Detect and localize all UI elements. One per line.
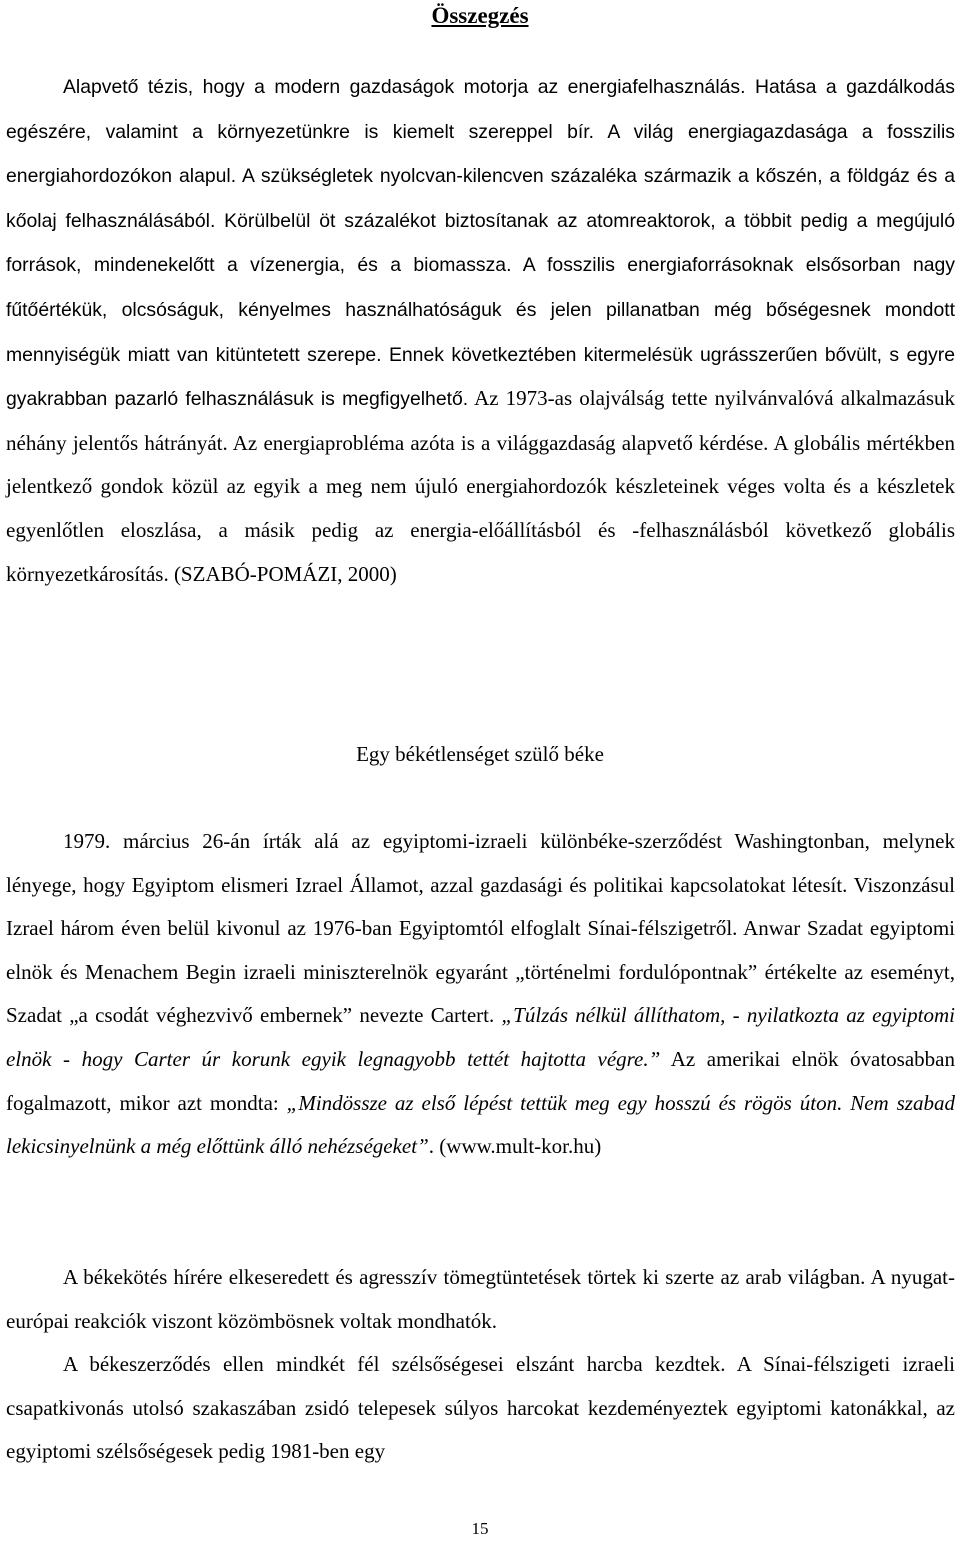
sadat-quote: „Túlzás nélkül állíthatom, - nyilatkozta az egyiptomi elnök - hogy Carter úr korunk egyik legnagyobb tettét hajtotta végre.” (6, 1003, 955, 1071)
paragraph-peace-treaty (6, 820, 955, 1169)
paragraph-energy-sans-part: Alapvető tézis, hogy a modern gazdaságok motorja az energiafelhasználás. Hatása a gazdálkodás egészére, valamint a környezetünkre is kiemelt szereppel bír. A világ energiagazdasága a fosszilis energiahordozókon alapul. A szükségletek nyolcvan-kilencven százaléka származik a kőszén, a földgáz és a kőolaj felhasználásából. Körülbelül öt százalékot biztosítanak az atomreaktorok, a többit pedig a megújuló források, mindenekelőtt a vízenergia, és a biomassza. A fosszilis energiaforrásoknak elsősorban nagy fűtőértékük, olcsóságuk, kényelmes használhatóságuk és jelen pillanatban még bőségesnek mondott mennyiségük miatt van kitüntetett szerepe. Ennek következtében kitermelésük ugrásszerűen bővült, s egyre gyakrabban pazarló felhasználásuk is megfigyelhető. (6, 76, 955, 411)
peace-treaty-text: 1979. március 26-án írták alá az egyiptomi-izraeli különbéke-szerződést Washingtonban, melynek lényege, hogy Egyiptom elismeri Izrael Államot, azzal gazdasági és politikai kapcsolatokat létesít. Viszonzásul Izrael három éven belül kivonul az 1976-ban Egyiptomtól elfoglalt Sínai-félszigetről. Anwar Szadat egyiptomi elnök és Menachem Begin izraeli miniszterelnök egyaránt „történelmi fordulópontnak” értékelte az eseményt, Szadat „a csodát véghezvivő embernek” nevezte Cartert. (6, 829, 955, 1028)
paragraph-energy-serif-part: Az 1973-as olajválság tette nyilvánvalóvá alkalmazásuk néhány jelentős hátrányát. Az energiaprobléma azóta is a világgazdaság alapvető kérdése. A globális mértékben jelentkező gondok közül az egyik a meg nem újuló energiahordozók készleteinek véges volta és a készletek egyenlőtlen eloszlása, a másik pedig az energia-előállításból és -felhasználásból következő globális környezetkárosítás. (SZABÓ-POMÁZI, 2000) (6, 386, 955, 586)
source-citation: . (www.mult-kor.hu) (428, 1134, 602, 1159)
paragraph-reactions: A békekötés hírére elkeseredett és agresszív tömegtüntetések törtek ki szerte az arab világban. A nyugat-európai reakciók viszont közömbösnek voltak mondhatók. (6, 1265, 955, 1333)
carter-intro: Az amerikai elnök óvatosabban fogalmazott, mikor azt mondta: (6, 1046, 955, 1115)
carter-quote: „Mindössze az első lépést tettük meg egy hosszú és rögös úton. Nem szabad lekicsinyelnünk a még előttünk álló nehézségeket” (6, 1090, 955, 1159)
page-number: 15 (471, 1519, 489, 1538)
page-title: Összegzés (431, 3, 529, 28)
section-subheading: Egy békétlenséget szülő béke (356, 742, 604, 766)
paragraph-energy (6, 65, 955, 596)
paragraph-extremists: A békeszerződés ellen mindkét fél szélsőségesei elszánt harcba kezdtek. A Sínai-félszigeti izraeli csapatkivonás utolsó szakaszában zsidó telepesek súlyos harcokat kezdeményeztek egyiptomi katonákkal, az egyiptomi szélsőségesek pedig 1981-ben egy (6, 1352, 955, 1464)
